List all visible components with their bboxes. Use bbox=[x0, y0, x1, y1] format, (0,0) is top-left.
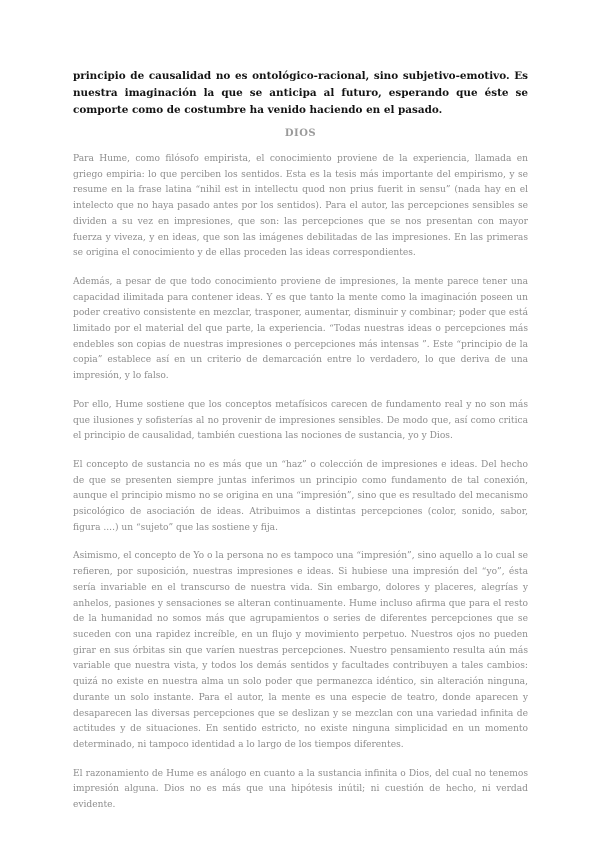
paragraph-god: El razonamiento de Hume es análogo en cuanto a la sustancia infinita o Dios, del cual no tenemos impresión alguna. Dios no es más que una hipótesis inútil; ni cuestión de hecho, ni verdad evidente. bbox=[73, 768, 528, 811]
section-title: DIOS bbox=[284, 128, 317, 139]
document-page bbox=[73, 68, 528, 827]
intro-paragraph: principio de causalidad no es ontológico-racional, sino subjetivo-emotivo. Es nuestra imaginación la que se anticipa al futuro, esperando que éste se comporte como de costumbre ha venido haciendo en el pasado. bbox=[73, 70, 528, 116]
paragraph-metaphysics: Por ello, Hume sostiene que los conceptos metafísicos carecen de fundamento real y no son más que ilusiones y sofisterías al no provenir de impresiones sensibles. De modo que, así como critica el principio de causalidad, también cuestiona las nociones de sustancia, yo y Dios. bbox=[73, 399, 528, 442]
paragraph-self: Asimismo, el concepto de Yo o la persona no es tampoco una “impresión”, sino aquello a lo cual se refieren, por suposición, nuestras impresiones e ideas. Si hubiese una impresión del “yo”, ésta sería invariable en el transcurso de nuestra vida. Sin embargo, dolores y placeres, alegrías y anhelos, pasiones y sensaciones se alteran continuamente. Hume incluso afirma que para el resto de la humanidad no somos más que agrupamientos o series de diferentes percepciones que se suceden con una rapidez increíble, en un flujo y movimiento perpetuo. Nuestros ojos no pueden girar en sus órbitas sin que varíen nuestras percepciones. Nuestro pensamiento resulta aún más variable que nuestra vista, y todos los demás sentidos y facultades contribuyen a tales cambios: quizá no existe en nuestra alma un solo poder que permanezca idéntico, sin alteración ninguna, durante un solo instante. Para el autor, la mente es una especie de teatro, donde aparecen y desaparecen las diversas percepciones que se deslizan y se mezclan con una variedad infinita de actitudes y de situaciones. En sentido estricto, no existe ninguna simplicidad en un momento determinado, ni tampoco identidad a lo largo de los tiempos diferentes. bbox=[73, 551, 528, 750]
paragraph-empiricism: Para Hume, como filósofo empirista, el conocimiento proviene de la experiencia, llamada en griego empiria: lo que perciben los sentidos. Esta es la tesis más importante del empirismo, y se resume en la frase latina “nihil est in intellectu quod non prius fuerit in sensu” (nada hay en el intelecto que no haya pasado antes por los sentidos). Para el autor, las percepciones sensibles se dividen a su vez en impresiones, que son: las percepciones que se nos presentan con mayor fuerza y viveza, y en ideas, que son las imágenes debilitadas de las impresiones. En las primeras se origina el conocimiento y de ellas proceden las ideas correspondientes. bbox=[73, 154, 528, 259]
paragraph-copy-principle: Además, a pesar de que todo conocimiento proviene de impresiones, la mente parece tener una capacidad ilimitada para contener ideas. Y es que tanto la mente como la imaginación poseen un poder creativo consistente en mezclar, trasponer, aumentar, disminuir y combinar; poder que está limitado por el material del que parte, la experiencia. “Todas nuestras ideas o percepciones más endebles son copias de nuestras impresiones o percepciones más intensas ”. Este “principio de la copia” establece así en un criterio de demarcación entre lo verdadero, lo que deriva de una impresión, y lo falso. bbox=[73, 276, 528, 382]
paragraph-substance: El concepto de sustancia no es más que un “haz” o colección de impresiones e ideas. Del hecho de que se presenten siempre juntas inferimos un principio como fundamento de tal conexión, aunque el principio mismo no se origina en una “impresión”, sino que es resultado del mecanismo psicológico de asociación de ideas. Atribuimos a distintas percepciones (color, sonido, sabor, figura ....) un “sujeto” que las sostiene y fija. bbox=[73, 459, 528, 533]
